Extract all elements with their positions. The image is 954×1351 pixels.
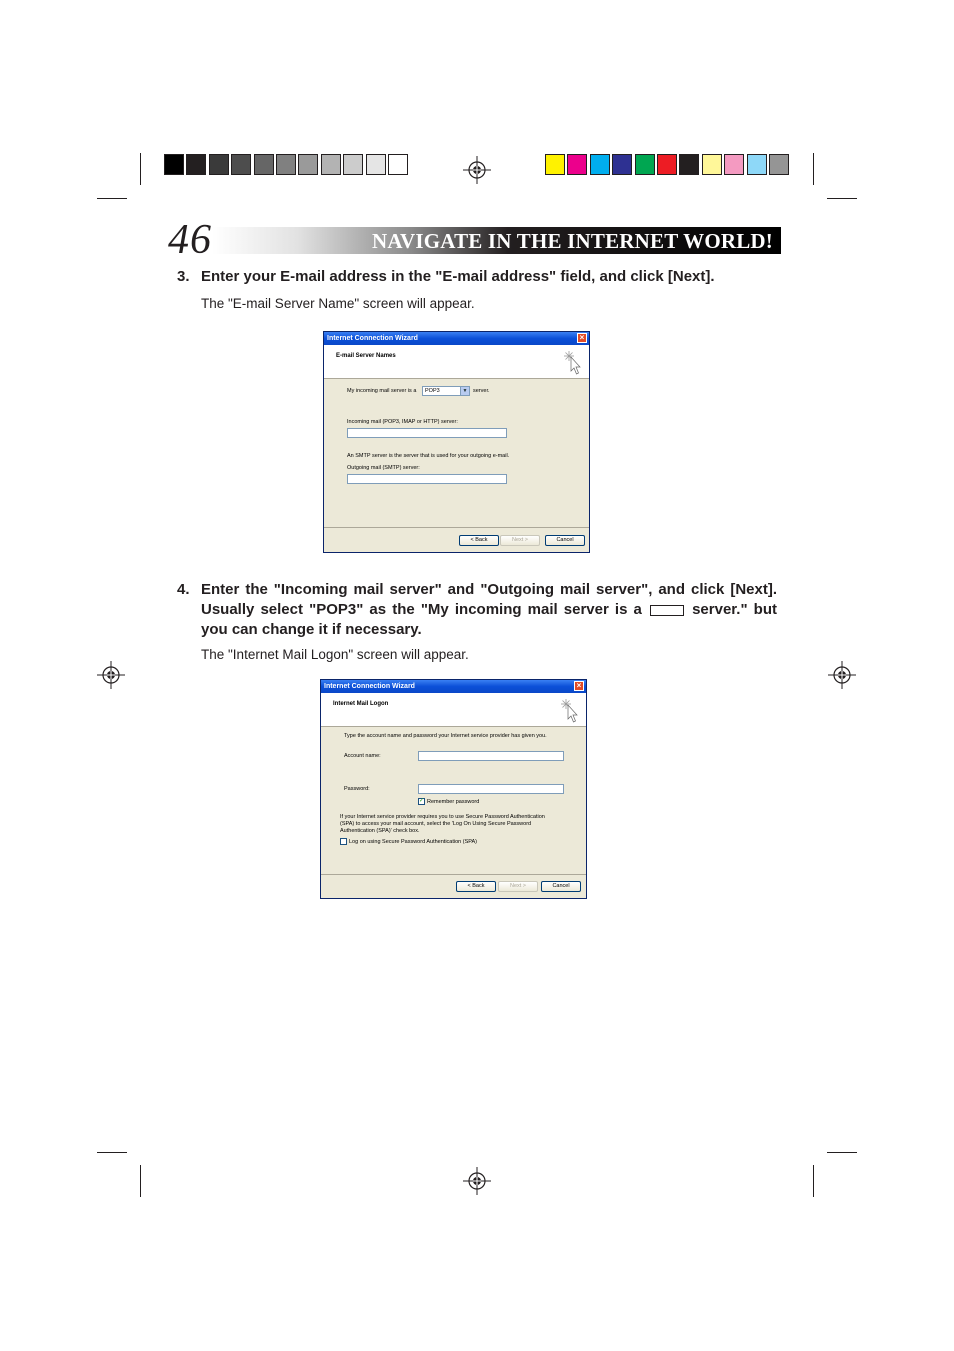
page-number: 46	[168, 217, 212, 263]
logon-intro: Type the account name and password your Internet service provider has given you.	[344, 733, 547, 739]
crop-mark	[813, 153, 814, 185]
crop-mark	[140, 153, 141, 185]
outgoing-server-label: Outgoing mail (SMTP) server:	[347, 465, 420, 471]
dialog-header	[321, 693, 586, 727]
dialog-heading: E-mail Server Names	[336, 353, 396, 359]
registration-mark-icon	[463, 1167, 491, 1195]
dialog-title: Internet Connection Wizard	[327, 335, 418, 342]
dialog-separator	[321, 874, 586, 875]
internet-mail-logon-dialog	[320, 679, 587, 899]
color-swatch	[545, 154, 565, 175]
server-type-prefix: My incoming mail server is a	[347, 388, 417, 394]
dialog-separator	[324, 527, 589, 528]
color-swatch	[657, 154, 677, 175]
server-type-value: POP3	[425, 388, 440, 394]
step-text	[201, 580, 777, 640]
crop-mark	[827, 1152, 857, 1153]
password-input[interactable]	[418, 784, 564, 794]
color-swatch	[567, 154, 587, 175]
section-title: NAVIGATE IN THE INTERNET WORLD!	[371, 229, 773, 253]
back-button[interactable]: < Back	[456, 881, 496, 892]
cancel-button[interactable]: Cancel	[541, 881, 581, 892]
color-swatch	[747, 154, 767, 175]
spa-label: Log on using Secure Password Authentication (SPA)	[349, 839, 478, 845]
grayscale-swatch	[298, 154, 318, 175]
spa-info-line-1: If your Internet service provider requires you to use Secure Password Authentication	[340, 814, 545, 820]
wizard-wand-icon	[560, 697, 580, 723]
crop-mark	[97, 198, 127, 199]
color-swatch	[724, 154, 744, 175]
grayscale-swatch	[186, 154, 206, 175]
back-button[interactable]: < Back	[459, 535, 499, 546]
spa-info-line-2: (SPA) to access your mail account, select the 'Log On Using Secure Password	[340, 821, 532, 827]
dialog-title: Internet Connection Wizard	[324, 683, 415, 690]
dialog-header	[324, 345, 589, 379]
password-label: Password:	[344, 786, 370, 792]
color-swatch	[702, 154, 722, 175]
server-type-suffix: server.	[473, 388, 490, 394]
section-header	[212, 227, 781, 254]
remember-password-checkbox[interactable]: ✓	[419, 798, 425, 804]
grayscale-swatch	[254, 154, 274, 175]
grayscale-swatch	[276, 154, 296, 175]
step-number: 3.	[177, 268, 190, 285]
registration-mark-icon	[97, 661, 125, 689]
grayscale-swatch	[366, 154, 386, 175]
color-swatch	[612, 154, 632, 175]
incoming-server-input[interactable]	[347, 428, 507, 438]
color-swatch	[635, 154, 655, 175]
registration-mark-icon	[828, 661, 856, 689]
crop-mark	[97, 1152, 127, 1153]
crop-mark	[140, 1165, 141, 1197]
step-number: 4.	[177, 581, 190, 598]
color-swatch	[679, 154, 699, 175]
server-type-select[interactable]	[422, 386, 470, 396]
grayscale-swatch	[164, 154, 184, 175]
dialog-heading: Internet Mail Logon	[333, 701, 389, 707]
color-swatch	[590, 154, 610, 175]
dialog-titlebar	[324, 332, 589, 345]
dialog-titlebar	[321, 680, 586, 693]
step-text-before: Enter the "Incoming mail server" and "Outgoing mail server", and click [Next]. Usually select "POP3" as the "My incoming mail server is a	[201, 581, 777, 618]
inline-field-box	[650, 605, 684, 616]
next-button[interactable]: Next >	[500, 535, 540, 546]
outgoing-server-input[interactable]	[347, 474, 507, 484]
step-text-after: server." but you can change it if necessary.	[201, 601, 777, 638]
spa-checkbox[interactable]	[340, 838, 347, 845]
smtp-info: An SMTP server is the server that is used for your outgoing e-mail.	[347, 453, 510, 459]
incoming-server-label: Incoming mail (POP3, IMAP or HTTP) server:	[347, 419, 458, 425]
cancel-button[interactable]: Cancel	[545, 535, 585, 546]
chevron-down-icon[interactable]: ▼	[460, 387, 469, 395]
next-button[interactable]: Next >	[498, 881, 538, 892]
close-icon[interactable]: ×	[574, 681, 584, 691]
grayscale-swatch	[388, 154, 408, 175]
step-3-note: The "E-mail Server Name" screen will appear.	[201, 296, 475, 311]
step-4	[177, 580, 777, 640]
registration-mark-icon	[463, 156, 491, 184]
account-name-input[interactable]	[418, 751, 564, 761]
spa-info-line-3: Authentication (SPA)' check box.	[340, 828, 420, 834]
grayscale-swatch	[209, 154, 229, 175]
grayscale-swatch	[231, 154, 251, 175]
step-text: Enter your E-mail address in the "E-mail address" field, and click [Next].	[201, 268, 715, 285]
account-name-label: Account name:	[344, 753, 381, 759]
close-icon[interactable]: ×	[577, 333, 587, 343]
grayscale-swatch	[343, 154, 363, 175]
color-swatch	[769, 154, 789, 175]
step-4-note: The "Internet Mail Logon" screen will appear.	[201, 647, 469, 662]
crop-mark	[813, 1165, 814, 1197]
wizard-wand-icon	[563, 349, 583, 375]
grayscale-swatch	[321, 154, 341, 175]
step-3	[177, 267, 777, 287]
crop-mark	[827, 198, 857, 199]
email-server-names-dialog	[323, 331, 590, 553]
remember-password-label: Remember password	[427, 799, 480, 805]
